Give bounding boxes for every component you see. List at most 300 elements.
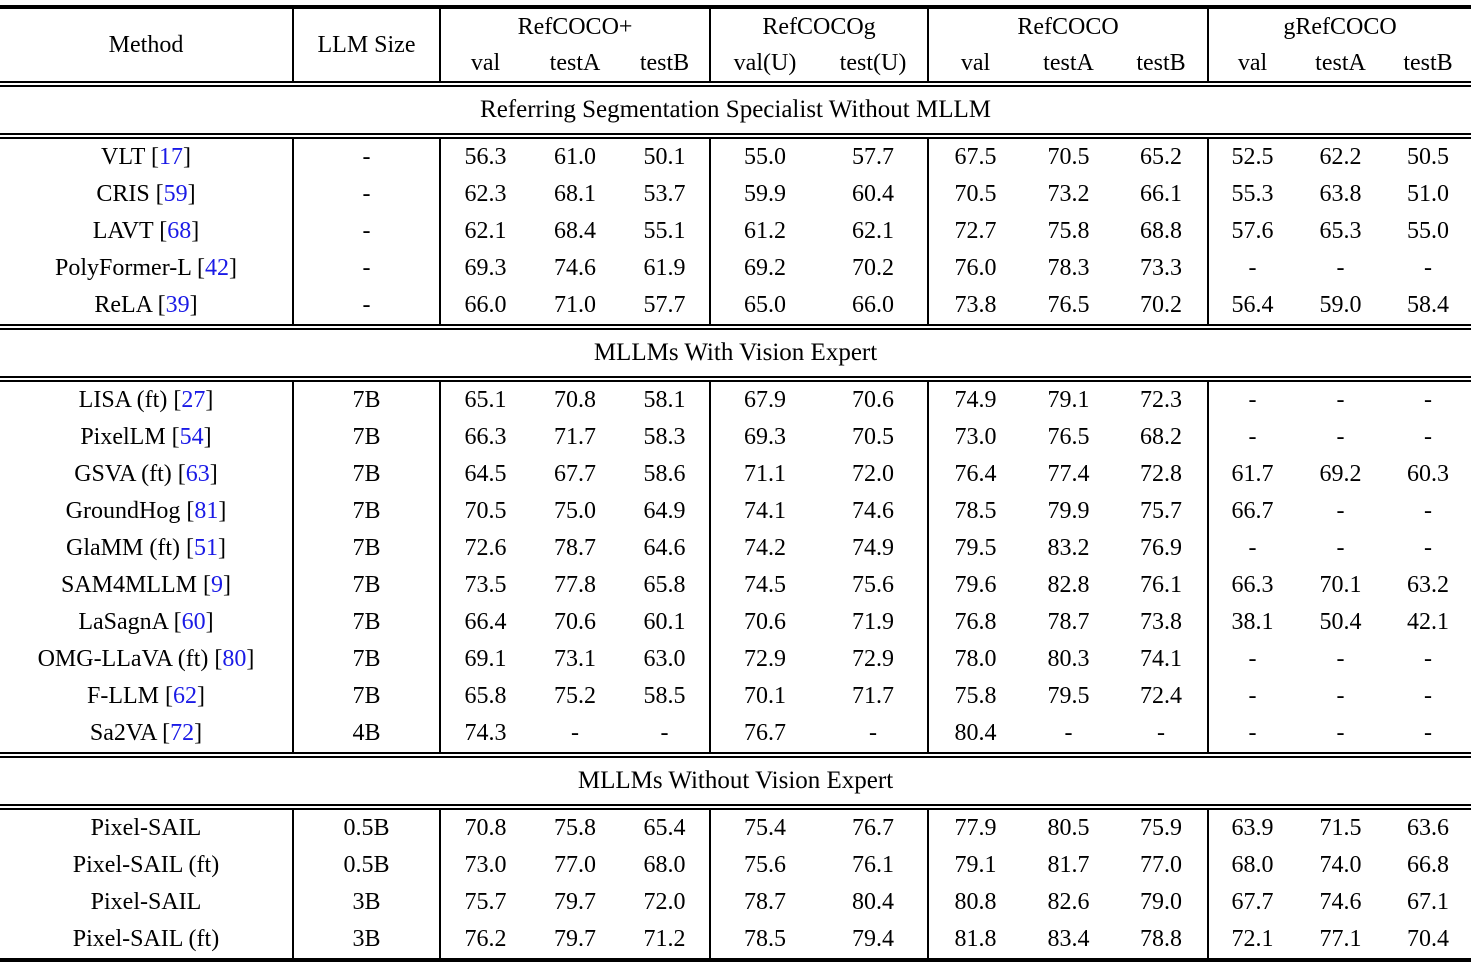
value-cell: 75.9 — [1115, 807, 1208, 847]
method-name: Pixel-SAIL — [90, 889, 202, 916]
column-header-llm-size: LLM Size — [293, 7, 440, 84]
citation-link[interactable]: 80 — [222, 646, 247, 673]
value-cell: 74.1 — [744, 498, 786, 525]
value-cell: 70.5 — [464, 498, 507, 525]
value-cell: - — [1336, 255, 1345, 282]
method-name: OMG-LLaVA (ft) — [37, 646, 209, 673]
table-row — [0, 176, 1471, 213]
value-cell: 74.0 — [1319, 852, 1362, 879]
method-name: GroundHog — [65, 498, 181, 525]
value-cell: 79.5 — [954, 535, 997, 562]
value-cell: 61.0 — [554, 144, 596, 171]
value-cell: 75.7 — [1115, 493, 1208, 530]
table-row — [0, 136, 1471, 176]
value-cell: 72.1 — [1208, 921, 1296, 960]
method-cell: GSVA (ft) [63] — [0, 456, 293, 493]
value-cell: - — [819, 715, 928, 755]
method-name: VLT — [100, 144, 145, 171]
method-name: LAVT — [92, 218, 154, 245]
value-cell: - — [1424, 646, 1433, 673]
value-cell: 68.0 — [620, 847, 710, 884]
value-cell: 73.0 — [464, 852, 507, 879]
value-cell: 79.0 — [1115, 884, 1208, 921]
method-name: GSVA (ft) — [74, 461, 172, 488]
value-cell: 69.3 — [464, 255, 507, 282]
value-cell: - — [1424, 387, 1433, 414]
method-cell: PolyFormer-L [42] — [0, 250, 293, 287]
column-header-method: Method — [0, 7, 293, 84]
llm-size-cell: 3B — [293, 884, 440, 921]
value-cell: 63.2 — [1407, 572, 1450, 599]
value-cell: 74.9 — [819, 530, 928, 567]
value-cell: 74.5 — [744, 572, 786, 599]
citation-link[interactable]: 62 — [173, 683, 197, 710]
value-cell: 76.1 — [819, 847, 928, 884]
value-cell: 68.8 — [1115, 213, 1208, 250]
value-cell: 77.8 — [554, 572, 596, 599]
value-cell: 66.3 — [464, 424, 507, 451]
value-cell: 50.5 — [1407, 144, 1450, 171]
subheader-grefcoco-testb: testB — [1385, 45, 1471, 84]
value-cell: 76.5 — [1047, 292, 1090, 319]
subheader-refcoco-testa: testA — [1022, 45, 1115, 84]
value-cell: - — [1336, 646, 1345, 673]
value-cell: - — [1115, 715, 1208, 755]
value-cell: 76.9 — [1115, 530, 1208, 567]
table-row — [0, 530, 1471, 567]
method-name: CRIS — [96, 181, 150, 208]
results-table — [0, 5, 1471, 962]
value-cell: 80.8 — [954, 889, 997, 916]
table-row — [0, 847, 1471, 884]
method-cell: OMG-LLaVA (ft) [80] — [0, 641, 293, 678]
value-cell: 62.1 — [819, 213, 928, 250]
value-cell: 75.2 — [554, 683, 596, 710]
section-row — [0, 755, 1471, 807]
value-cell: 68.4 — [554, 218, 596, 245]
value-cell: 81.7 — [1047, 852, 1090, 879]
value-cell: 70.6 — [819, 379, 928, 419]
value-cell: - — [1336, 720, 1345, 747]
value-cell: 82.6 — [1047, 889, 1090, 916]
value-cell: 55.3 — [1231, 181, 1274, 208]
method-cell: Sa2VA [72] — [0, 715, 293, 755]
value-cell: 65.8 — [464, 683, 507, 710]
value-cell: 70.8 — [554, 387, 596, 414]
group-header-refcoco-plus: RefCOCO+ — [440, 7, 710, 45]
method-name: LaSagnA — [78, 609, 168, 636]
value-cell: 76.7 — [744, 720, 786, 747]
method-cell: ReLA [39] — [0, 287, 293, 327]
value-cell: 77.0 — [1115, 847, 1208, 884]
value-cell: 66.1 — [1115, 176, 1208, 213]
value-cell: - — [1424, 424, 1433, 451]
section-heading: MLLMs Without Vision Expert — [0, 755, 1471, 807]
value-cell: 61.9 — [620, 250, 710, 287]
value-cell: - — [620, 715, 710, 755]
value-cell: 71.5 — [1319, 815, 1362, 842]
subheader-refcocog-testu: test(U) — [819, 45, 928, 84]
value-cell: 69.2 — [744, 255, 786, 282]
llm-size-cell: 7B — [293, 419, 440, 456]
value-cell: 79.7 — [530, 921, 620, 960]
method-name: Pixel-SAIL (ft) — [72, 926, 220, 953]
value-cell: 53.7 — [620, 176, 710, 213]
value-cell: 75.7 — [464, 889, 507, 916]
value-cell: 78.0 — [954, 646, 997, 673]
value-cell: 70.8 — [464, 815, 507, 842]
group-header-refcoco: RefCOCO — [928, 7, 1208, 45]
citation-link[interactable]: 59 — [163, 181, 188, 208]
value-cell: 66.3 — [1231, 572, 1274, 599]
value-cell: 73.1 — [554, 646, 596, 673]
value-cell: 78.7 — [744, 889, 786, 916]
value-cell: 74.6 — [819, 493, 928, 530]
value-cell: - — [1336, 387, 1345, 414]
method-name: Pixel-SAIL — [90, 815, 202, 842]
value-cell: 75.8 — [554, 815, 596, 842]
value-cell: 71.7 — [554, 424, 596, 451]
value-cell: 57.7 — [620, 287, 710, 327]
value-cell: 60.1 — [620, 604, 710, 641]
value-cell: 64.5 — [464, 461, 507, 488]
value-cell: 71.7 — [819, 678, 928, 715]
group-header-grefcoco: gRefCOCO — [1208, 7, 1471, 45]
value-cell: 61.7 — [1231, 461, 1274, 488]
value-cell: 79.1 — [1047, 387, 1090, 414]
method-cell — [0, 884, 293, 921]
value-cell: 71.1 — [744, 461, 786, 488]
value-cell: 74.2 — [744, 535, 786, 562]
method-cell: F-LLM [62] — [0, 678, 293, 715]
value-cell: 64.9 — [620, 493, 710, 530]
value-cell: 58.5 — [620, 678, 710, 715]
llm-size-cell: - — [293, 176, 440, 213]
value-cell: 58.3 — [620, 419, 710, 456]
method-cell: GroundHog [81] — [0, 493, 293, 530]
value-cell: 75.6 — [744, 852, 786, 879]
citation-link[interactable]: 51 — [193, 535, 218, 562]
value-cell: 83.4 — [1022, 921, 1115, 960]
value-cell: 68.1 — [554, 181, 596, 208]
value-cell: 83.2 — [1047, 535, 1090, 562]
value-cell: 66.8 — [1407, 852, 1450, 879]
value-cell: 70.2 — [1115, 287, 1208, 327]
value-cell: 70.5 — [819, 419, 928, 456]
llm-size-cell: - — [293, 136, 440, 176]
value-cell: 74.1 — [1115, 641, 1208, 678]
llm-size-cell: 0.5B — [293, 847, 440, 884]
value-cell: 67.1 — [1407, 889, 1450, 916]
table-row — [0, 250, 1471, 287]
value-cell: - — [1248, 255, 1257, 282]
value-cell: 75.0 — [554, 498, 596, 525]
value-cell: 75.8 — [954, 683, 997, 710]
table-row — [0, 493, 1471, 530]
value-cell: 74.6 — [1319, 889, 1362, 916]
value-cell: 69.2 — [1319, 461, 1362, 488]
value-cell: 76.7 — [819, 807, 928, 847]
group-header-refcocog: RefCOCOg — [710, 7, 928, 45]
citation-link[interactable]: 68 — [167, 218, 192, 245]
table-row — [0, 213, 1471, 250]
citation-link[interactable]: 9 — [211, 572, 224, 599]
value-cell: 65.4 — [620, 807, 710, 847]
value-cell: 55.1 — [620, 213, 710, 250]
value-cell: - — [1424, 720, 1433, 747]
section-row — [0, 84, 1471, 136]
value-cell: 80.3 — [1047, 646, 1090, 673]
value-cell: 77.1 — [1296, 921, 1385, 960]
method-cell: LAVT [68] — [0, 213, 293, 250]
value-cell: - — [1248, 646, 1257, 673]
value-cell: - — [1424, 255, 1433, 282]
subheader-refcoco-testb: testB — [1115, 45, 1208, 84]
value-cell: 60.3 — [1407, 461, 1450, 488]
method-cell — [0, 847, 293, 884]
value-cell: 72.0 — [819, 456, 928, 493]
value-cell: 78.5 — [710, 921, 819, 960]
value-cell: 71.2 — [620, 921, 710, 960]
llm-size-cell: 3B — [293, 921, 440, 960]
value-cell: - — [1248, 683, 1257, 710]
value-cell: 72.0 — [620, 884, 710, 921]
value-cell: 78.3 — [1047, 255, 1090, 282]
method-name: Pixel-SAIL (ft) — [72, 852, 220, 879]
value-cell: 70.2 — [819, 250, 928, 287]
method-cell: PixelLM [54] — [0, 419, 293, 456]
value-cell: 50.1 — [620, 136, 710, 176]
value-cell: 78.5 — [954, 498, 997, 525]
value-cell: 71.0 — [554, 292, 596, 319]
table-row — [0, 456, 1471, 493]
value-cell: 63.9 — [1231, 815, 1274, 842]
subheader-refcoco-plus-testb: testB — [620, 45, 710, 84]
citation-link[interactable]: 54 — [179, 424, 204, 451]
value-cell: - — [571, 720, 579, 747]
llm-size-cell: 7B — [293, 567, 440, 604]
method-name: F-LLM — [87, 683, 159, 710]
value-cell: 70.5 — [954, 181, 997, 208]
value-cell: 79.7 — [554, 889, 596, 916]
value-cell: - — [1248, 720, 1257, 747]
value-cell: - — [1248, 387, 1257, 414]
table-row — [0, 884, 1471, 921]
method-name: SAM4MLLM — [60, 572, 198, 599]
value-cell: 72.8 — [1115, 456, 1208, 493]
value-cell: 52.5 — [1231, 144, 1274, 171]
value-cell: 70.5 — [1047, 144, 1090, 171]
value-cell: 80.4 — [954, 720, 997, 747]
citation-link[interactable]: 72 — [170, 720, 195, 747]
value-cell: 73.0 — [954, 424, 997, 451]
value-cell: 79.5 — [1047, 683, 1090, 710]
value-cell: - — [1424, 683, 1433, 710]
value-cell: 78.7 — [554, 535, 596, 562]
value-cell: 70.1 — [1319, 572, 1362, 599]
value-cell: 69.1 — [464, 646, 507, 673]
value-cell: 71.9 — [819, 604, 928, 641]
citation-link[interactable]: 63 — [185, 461, 210, 488]
value-cell: 67.7 — [1231, 889, 1274, 916]
method-name: ReLA — [94, 292, 152, 319]
value-cell: - — [1248, 535, 1257, 562]
value-cell: 60.4 — [819, 176, 928, 213]
value-cell: 76.1 — [1115, 567, 1208, 604]
value-cell: 61.2 — [744, 218, 786, 245]
value-cell: 51.0 — [1407, 181, 1450, 208]
value-cell: 63.6 — [1407, 815, 1450, 842]
citation-link[interactable]: 17 — [159, 144, 183, 171]
value-cell: 64.6 — [620, 530, 710, 567]
table-row — [0, 604, 1471, 641]
subheader-refcoco-val: val — [928, 45, 1022, 84]
value-cell: - — [1336, 424, 1345, 451]
value-cell: 79.9 — [1047, 498, 1090, 525]
value-cell: 74.6 — [554, 255, 596, 282]
value-cell: 73.8 — [954, 292, 997, 319]
subheader-refcoco-plus-val: val — [440, 45, 530, 84]
value-cell: 65.3 — [1319, 218, 1362, 245]
value-cell: 70.6 — [554, 609, 596, 636]
value-cell: 72.7 — [954, 218, 997, 245]
value-cell: 76.2 — [440, 921, 530, 960]
method-cell: GlaMM (ft) [51] — [0, 530, 293, 567]
table-row — [0, 921, 1471, 960]
value-cell: 62.1 — [464, 218, 507, 245]
value-cell: 57.7 — [819, 136, 928, 176]
value-cell: 72.9 — [744, 646, 786, 673]
table-row — [0, 807, 1471, 847]
value-cell: - — [1336, 683, 1345, 710]
value-cell: - — [1064, 720, 1073, 747]
value-cell: 69.3 — [744, 424, 786, 451]
value-cell: 42.1 — [1407, 609, 1450, 636]
value-cell: 65.8 — [620, 567, 710, 604]
value-cell: 70.4 — [1385, 921, 1471, 960]
value-cell: 70.6 — [744, 609, 786, 636]
value-cell: 58.1 — [620, 379, 710, 419]
value-cell: 78.7 — [1047, 609, 1090, 636]
value-cell: 66.0 — [819, 287, 928, 327]
value-cell: 59.9 — [744, 181, 786, 208]
method-cell — [0, 807, 293, 847]
value-cell: 72.6 — [464, 535, 507, 562]
value-cell: 67.5 — [954, 144, 997, 171]
value-cell: 66.7 — [1231, 498, 1274, 525]
table-row — [0, 567, 1471, 604]
value-cell: 72.9 — [819, 641, 928, 678]
value-cell: 55.0 — [744, 144, 786, 171]
method-name: Sa2VA — [89, 720, 157, 747]
value-cell: 72.4 — [1115, 678, 1208, 715]
value-cell: 75.6 — [819, 567, 928, 604]
value-cell: 74.9 — [954, 387, 997, 414]
value-cell: - — [1248, 424, 1257, 451]
value-cell: 82.8 — [1047, 572, 1090, 599]
value-cell: 62.2 — [1319, 144, 1362, 171]
method-name: PixelLM — [80, 424, 166, 451]
value-cell: 50.4 — [1319, 609, 1362, 636]
value-cell: 56.4 — [1231, 292, 1274, 319]
subheader-grefcoco-val: val — [1208, 45, 1296, 84]
method-name: PolyFormer-L — [55, 255, 191, 282]
citation-link[interactable]: 27 — [181, 387, 206, 414]
citation-link[interactable]: 42 — [204, 255, 229, 282]
value-cell: 38.1 — [1231, 609, 1274, 636]
method-cell — [0, 921, 293, 960]
llm-size-cell: - — [293, 213, 440, 250]
value-cell: 58.4 — [1407, 292, 1450, 319]
value-cell: 80.5 — [1047, 815, 1090, 842]
value-cell: 68.0 — [1231, 852, 1274, 879]
section-heading: MLLMs With Vision Expert — [0, 327, 1471, 379]
value-cell: 67.9 — [744, 387, 786, 414]
llm-size-cell: 7B — [293, 530, 440, 567]
value-cell: 55.0 — [1407, 218, 1450, 245]
value-cell: - — [1424, 498, 1433, 525]
method-cell: LISA (ft) [27] — [0, 379, 293, 419]
value-cell: 66.0 — [464, 292, 507, 319]
section-heading: Referring Segmentation Specialist Without MLLM — [0, 84, 1471, 136]
subheader-refcocog-valu: val(U) — [710, 45, 819, 84]
method-cell: CRIS [59] — [0, 176, 293, 213]
value-cell: 76.0 — [954, 255, 997, 282]
value-cell: 65.0 — [744, 292, 786, 319]
value-cell: 74.3 — [464, 720, 507, 747]
subheader-refcoco-plus-testa: testA — [530, 45, 620, 84]
value-cell: 65.2 — [1115, 136, 1208, 176]
value-cell: - — [1336, 535, 1345, 562]
value-cell: 78.8 — [1115, 921, 1208, 960]
value-cell: 76.8 — [954, 609, 997, 636]
value-cell: 67.7 — [554, 461, 596, 488]
value-cell: 77.4 — [1047, 461, 1090, 488]
llm-size-cell: - — [293, 250, 440, 287]
citation-link[interactable]: 39 — [165, 292, 190, 319]
value-cell: 63.8 — [1319, 181, 1362, 208]
value-cell: 70.1 — [744, 683, 786, 710]
value-cell: 77.0 — [554, 852, 596, 879]
method-name: LISA (ft) — [78, 387, 168, 414]
llm-size-cell: 0.5B — [293, 807, 440, 847]
table-row — [0, 678, 1471, 715]
value-cell: - — [1424, 535, 1433, 562]
value-cell: 62.3 — [464, 181, 507, 208]
section-row — [0, 327, 1471, 379]
llm-size-cell: 7B — [293, 456, 440, 493]
value-cell: 59.0 — [1319, 292, 1362, 319]
llm-size-cell: 7B — [293, 379, 440, 419]
citation-link[interactable]: 81 — [194, 498, 219, 525]
llm-size-cell: 7B — [293, 641, 440, 678]
value-cell: 80.4 — [819, 884, 928, 921]
llm-size-cell: 7B — [293, 604, 440, 641]
table-row — [0, 379, 1471, 419]
value-cell: 63.0 — [620, 641, 710, 678]
value-cell: 66.4 — [464, 609, 507, 636]
subheader-grefcoco-testa: testA — [1296, 45, 1385, 84]
value-cell: 73.8 — [1115, 604, 1208, 641]
value-cell: 72.3 — [1115, 379, 1208, 419]
value-cell: 73.3 — [1115, 250, 1208, 287]
value-cell: 79.6 — [954, 572, 997, 599]
table-row — [0, 715, 1471, 755]
method-name: GlaMM (ft) — [66, 535, 180, 562]
value-cell: 81.8 — [928, 921, 1022, 960]
citation-link[interactable]: 60 — [181, 609, 206, 636]
value-cell: 65.1 — [464, 387, 507, 414]
